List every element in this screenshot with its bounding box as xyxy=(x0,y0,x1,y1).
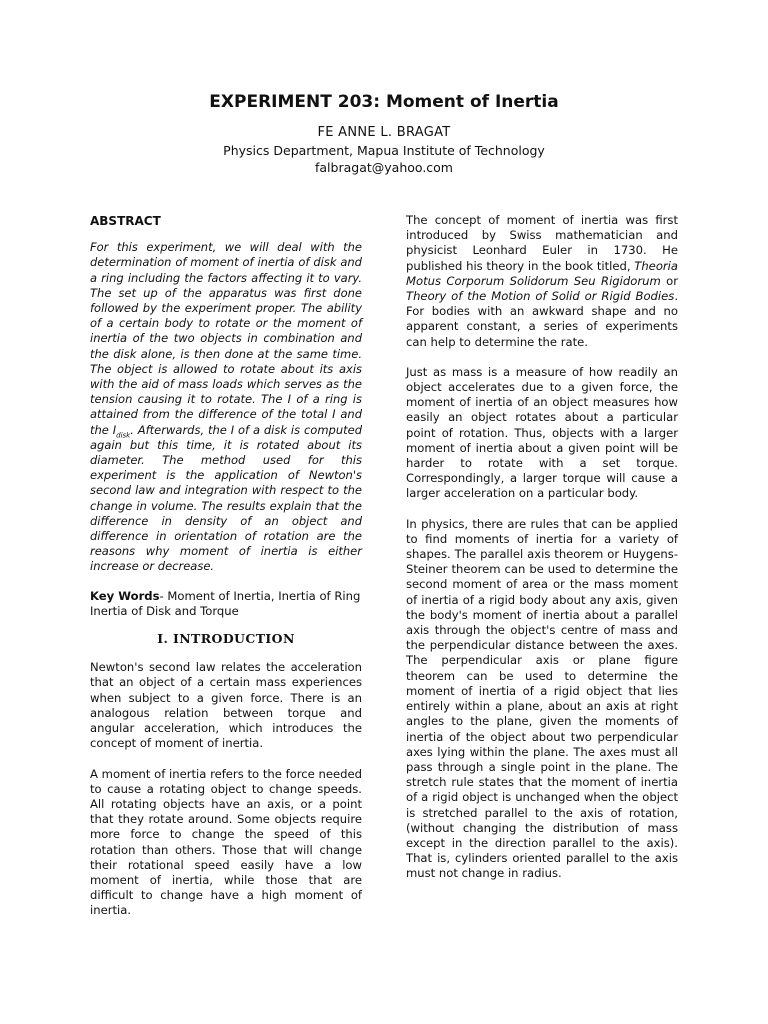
keywords-label: Key Words xyxy=(90,588,160,603)
paper-title: EXPERIMENT 203: Moment of Inertia xyxy=(209,92,559,112)
right-paragraph-2: Just as mass is a measure of how readily an object accelerates due to a given force, the moment of inertia of an object measures how easily an object rotates about a particular point of rotation. Thus, objects with a larger moment of inertia about a given point will be harder to rotate with a set torque. Correspondingly, a larger torque will cause a larger acceleration on a particular body. xyxy=(406,364,678,501)
right-p1-text-b: or xyxy=(660,273,679,288)
author-email: falbragat@yahoo.com xyxy=(315,160,453,175)
right-column xyxy=(406,213,678,882)
right-paragraph-3: In physics, there are rules that can be applied to find moments of inertia for a variety of shapes. The parallel axis theorem or Huygens-Steiner theorem can be used to determine the second moment of area or the mass moment of inertia of a rigid body about any axis, given the body's moment of inertia about a parallel axis through the object's centre of mass and the perpendicular distance between the axes. The perpendicular axis or plane figure theorem can be used to determine the moment of inertia of a rigid object that lies entirely within a plane, about an axis at right angles to the plane, given the moments of inertia of the object about two perpendicular axes lying within the plane. The axes must all pass through a single point in the plane. The stretch rule states that the moment of inertia of a rigid object is unchanged when the object is stretched parallel to the axis of rotation, (without changing the distribution of mass except in the direction parallel to the axis). That is, cylinders oriented parallel to the axis must not change in radius. xyxy=(406,516,678,881)
keywords-text: - Moment of Inertia, Inertia of Ring Inertia of Disk and Torque xyxy=(90,588,361,618)
abstract-text xyxy=(90,240,362,574)
abstract-text-part1: For this experiment, we will deal with the determination of moment of inertia of disk and a ring including the factors affecting it to vary. The set up of the apparatus was first done followed by the experiment proper. The ability of a certain body to rotate or the moment of inertia of the two objects in combination and the disk alone, is then done at the same time. The object is allowed to rotate about its axis with the aid of mass loads which serves as the tension causing it to rotate. The I of a ring is attained from the difference of the total I and the I xyxy=(90,240,362,437)
right-p1-text-a: The concept of moment of inertia was first introduced by Swiss mathematician and physicist Leonhard Euler in 1730. He published his theory in the book titled, xyxy=(406,213,678,273)
abstract-text-part2: . Afterwards, the I of a disk is computed again but this time, it is rotated about its diameter. The method used for this experiment is the application of Newton's second law and integration with respect to the change in volume. The results explain that the difference in density of an object and difference in orientation of rotation are the reasons why moment of inertia is either increase or decrease. xyxy=(90,422,362,574)
intro-paragraph-2: A moment of inertia refers to the force needed to cause a rotating object to change speeds. All rotating objects have an axis, or a point that they rotate around. Some objects require more force to change the speed of this rotation than others. Those that will change their rotational speed easily have a low moment of inertia, while those that are difficult to change have a high moment of inertia. xyxy=(90,766,362,918)
right-paragraph-1 xyxy=(406,213,678,350)
left-column xyxy=(90,214,362,934)
book-title-latin: Theoria Motus Corporum Solidorum Seu Rigidorum xyxy=(406,258,678,288)
keywords xyxy=(90,589,362,619)
abstract-heading: ABSTRACT xyxy=(90,214,161,228)
intro-paragraph-1: Newton's second law relates the acceleration that an object of a certain mass experiences when subject to a given force. There is an analogous relation between torque and angular acceleration, which introduces the concept of moment of inertia. xyxy=(90,660,362,751)
abstract-subscript: disk xyxy=(116,430,131,439)
right-p1-text-c: . For bodies with an awkward shape and no apparent constant, a series of experiments can help to determine the rate. xyxy=(406,289,678,349)
author-name: FE ANNE L. BRAGAT xyxy=(317,125,451,140)
author-affiliation: Physics Department, Mapua Institute of Technology xyxy=(223,143,545,158)
book-title-english: Theory of the Motion of Solid or Rigid Bodies xyxy=(406,289,675,304)
introduction-heading: I. INTRODUCTION xyxy=(157,631,295,647)
